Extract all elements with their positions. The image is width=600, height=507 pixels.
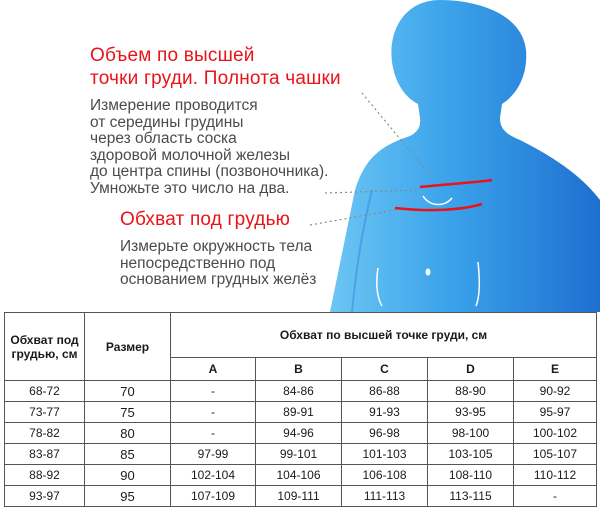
table-row: [5, 381, 597, 402]
header-cup-e: E: [514, 358, 597, 381]
cup-cell: 103-105: [428, 444, 514, 465]
cup-cell: 99-101: [256, 444, 342, 465]
cup-cell: 93-95: [428, 402, 514, 423]
torso-silhouette: [330, 0, 600, 312]
cup-cell: 96-98: [342, 423, 428, 444]
cup-cell: 94-96: [256, 423, 342, 444]
underbust-title: Обхват под грудью: [120, 209, 291, 230]
cup-cell: -: [514, 486, 597, 507]
bust-title: Объем по высшей точки груди. Полнота чашки: [90, 45, 341, 89]
cup-cell: 91-93: [342, 402, 428, 423]
header-cup-b: B: [256, 358, 342, 381]
cup-cell: 101-103: [342, 444, 428, 465]
table-row: [5, 423, 597, 444]
size-cell: 95: [85, 486, 171, 507]
size-cell: 80: [85, 423, 171, 444]
header-cup-a: A: [171, 358, 256, 381]
underbust-description: Измерьте окружность тела непосредственно под основанием грудных желёз: [120, 238, 317, 288]
cup-cell: 97-99: [171, 444, 256, 465]
cup-cell: 104-106: [256, 465, 342, 486]
cup-cell: 108-110: [428, 465, 514, 486]
cup-cell: 84-86: [256, 381, 342, 402]
size-table: [4, 312, 597, 507]
header-size: Размер: [85, 313, 171, 381]
cup-cell: 110-112: [514, 465, 597, 486]
size-cell: 90: [85, 465, 171, 486]
underbust-cell: 78-82: [5, 423, 85, 444]
table-row: [5, 402, 597, 423]
cup-cell: 102-104: [171, 465, 256, 486]
header-bust-group: Обхват по высшей точке груди, см: [171, 313, 597, 358]
cup-cell: 100-102: [514, 423, 597, 444]
cup-cell: 109-111: [256, 486, 342, 507]
header-underbust: Обхват под грудью, см: [5, 313, 85, 381]
size-cell: 70: [85, 381, 171, 402]
cup-cell: -: [171, 423, 256, 444]
underbust-cell: 88-92: [5, 465, 85, 486]
table-row: [5, 444, 597, 465]
bust-description: Измерение проводится от середины грудины через область соска здоровой молочной железы до центра спины (позвоночника). Умножьте это число на два.: [90, 97, 329, 197]
cup-cell: 98-100: [428, 423, 514, 444]
underbust-cell: 83-87: [5, 444, 85, 465]
size-cell: 75: [85, 402, 171, 423]
cup-cell: 111-113: [342, 486, 428, 507]
underbust-cell: 93-97: [5, 486, 85, 507]
size-cell: 85: [85, 444, 171, 465]
cup-cell: 113-115: [428, 486, 514, 507]
cup-cell: 88-90: [428, 381, 514, 402]
cup-cell: -: [171, 402, 256, 423]
table-row: [5, 465, 597, 486]
cup-cell: 106-108: [342, 465, 428, 486]
underbust-cell: 73-77: [5, 402, 85, 423]
cup-cell: 95-97: [514, 402, 597, 423]
header-cup-d: D: [428, 358, 514, 381]
cup-cell: 89-91: [256, 402, 342, 423]
underbust-cell: 68-72: [5, 381, 85, 402]
cup-cell: 86-88: [342, 381, 428, 402]
cup-cell: 105-107: [514, 444, 597, 465]
cup-cell: 90-92: [514, 381, 597, 402]
cup-cell: 107-109: [171, 486, 256, 507]
header-cup-c: C: [342, 358, 428, 381]
table-row: [5, 486, 597, 507]
cup-cell: -: [171, 381, 256, 402]
